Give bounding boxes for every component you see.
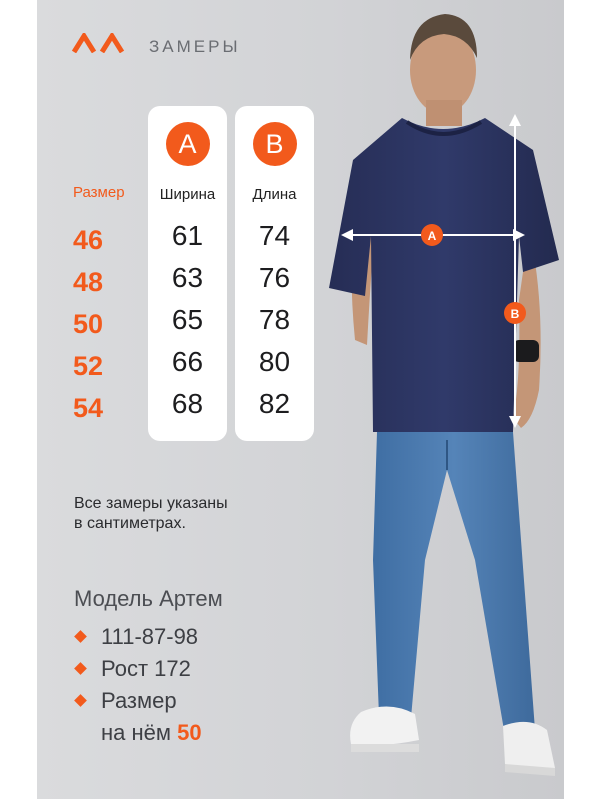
size-value: 48 bbox=[73, 267, 104, 297]
column-b-badge: B bbox=[253, 122, 297, 166]
diamond-bullet-icon bbox=[74, 694, 87, 707]
model-size-item bbox=[74, 686, 202, 718]
length-column-label: Длина bbox=[252, 186, 297, 203]
diamond-bullet-icon bbox=[74, 630, 87, 643]
length-value: 78 bbox=[258, 304, 291, 335]
size-column-header: Размер bbox=[73, 184, 125, 201]
model-size-prefix: на нём bbox=[101, 720, 178, 745]
model-params-value: 111-87-98 bbox=[101, 624, 199, 649]
model-size-value: 50 bbox=[177, 720, 202, 745]
width-value: 63 bbox=[171, 262, 204, 293]
length-marker-label: B bbox=[510, 307, 520, 321]
length-value: 76 bbox=[258, 262, 291, 293]
width-column bbox=[148, 106, 227, 441]
width-marker-label: A bbox=[427, 229, 437, 243]
length-value: 74 bbox=[258, 220, 291, 251]
width-value: 66 bbox=[171, 346, 204, 377]
note-line: Все замеры указаны bbox=[74, 495, 228, 512]
model-height-value: Рост 172 bbox=[101, 656, 191, 681]
width-value: 65 bbox=[171, 304, 204, 335]
note-line: в сантиметрах. bbox=[74, 515, 186, 532]
brand-logo-icon bbox=[72, 33, 126, 53]
length-value: 82 bbox=[258, 388, 291, 419]
size-list bbox=[73, 222, 103, 432]
model-title: Модель Артем bbox=[74, 586, 223, 611]
model-size-item-line2 bbox=[74, 718, 202, 750]
model-photo bbox=[307, 0, 564, 799]
size-chart-card bbox=[37, 0, 564, 799]
width-column-label: Ширина bbox=[159, 186, 216, 203]
model-params-item bbox=[74, 622, 202, 654]
column-a-badge: A bbox=[166, 122, 210, 166]
size-value: 52 bbox=[73, 351, 104, 381]
size-value: 54 bbox=[73, 393, 104, 423]
model-size-label: Размер bbox=[101, 688, 177, 713]
page-title: ЗАМЕРЫ bbox=[149, 37, 241, 56]
size-value: 46 bbox=[73, 225, 104, 255]
width-value: 68 bbox=[171, 388, 204, 419]
diamond-bullet-icon bbox=[74, 662, 87, 675]
model-height-item bbox=[74, 654, 202, 686]
length-column bbox=[235, 106, 314, 441]
width-value: 61 bbox=[171, 220, 204, 251]
length-value: 80 bbox=[258, 346, 291, 377]
model-params-list bbox=[74, 622, 202, 750]
size-value: 50 bbox=[73, 309, 104, 339]
measurement-note bbox=[74, 494, 228, 534]
